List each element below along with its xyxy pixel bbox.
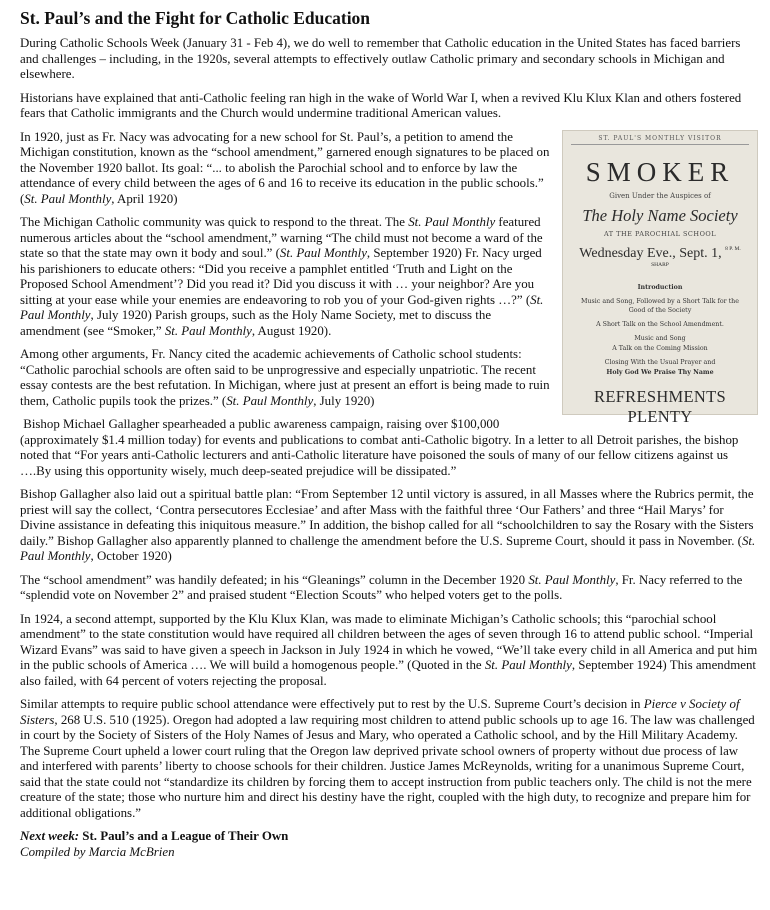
p7-a: Bishop Gallagher also laid out a spiritual battle plan: “From September 12 until victory is assured, in all Masses where the Rubrics permit, the priest will say the collect, ‘Contra persecutores Ecclesiae’ and after Mass with the faithful three ‘Our Fathers’ and three “Hail Marys’ for Divine assistance in defeating this iniquitous measure.” In addition, the bishop called for all “schoolchildren to say the Rosary with the Sisters daily.” Bishop Gallagher also apparently planned to challenge the amendment before the U.S. Supreme Court, should it pass in November. ( xyxy=(20,487,754,548)
p4-b: featured numerous articles about the “school amendment,” warning “The child must not become a ward of the state so that the state may own it body and soul.” ( xyxy=(20,215,543,261)
p3-citation: St. Paul Monthly xyxy=(24,191,112,206)
p10-a: Similar attempts to require public school attendance were effectively put to rest by the U.S. Supreme Court’s decision in xyxy=(20,697,644,712)
p8-b: , Fr. Nacy referred to the “splendid vote on November 2” and praised student “Election Scouts” who helped voters get to the polls. xyxy=(20,572,743,603)
ad-header: ST. PAUL'S MONTHLY VISITOR xyxy=(571,135,749,145)
p3-end: , April 1920) xyxy=(111,191,178,206)
ad-date-text: Wednesday Eve., Sept. 1, xyxy=(579,245,722,261)
next-week-label: Next week: xyxy=(20,829,80,844)
ad-line-4: A Talk on the Coming Mission xyxy=(612,344,708,352)
article-title: St. Paul’s and the Fight for Catholic Education xyxy=(20,8,371,28)
p8-a: The “school amendment” was handily defeated; in his “Gleanings” column in the December 1920 xyxy=(20,572,529,587)
ad-intro: Introduction xyxy=(637,283,683,291)
p4-i3: St. Paul Monthly xyxy=(20,292,544,323)
ad-line-6: Holy God We Praise Thy Name xyxy=(606,368,714,376)
paragraph-defeat xyxy=(20,573,758,604)
paragraph-battle-plan xyxy=(20,487,758,565)
ad-time-b: SHARP xyxy=(651,261,669,268)
ad-auspices: Given Under the Auspices of xyxy=(609,191,711,200)
paragraph-bishop-campaign: Bishop Michael Gallagher spearheaded a public awareness campaign, raising over $100,000 (approximately $1.4 million today) for events and publications to combat anti-Catholic bigotry. In a letter to all Detroit parishes, the bishop noted that “For years anti-Catholic lecturers and anti-Catholic literature have poisoned the souls of many of our fellow citizens against us ….By using this opportunity wisely, much deep-seated prejudice will be dissipated.” xyxy=(20,417,742,478)
paragraph-historians: Historians have explained that anti-Catholic feeling ran high in the wake of World War I, when a revived Klu Klux Klan and others fostered fears that Catholic immigrants and the Church would undermine traditional American values. xyxy=(20,90,742,121)
smoker-advertisement-image xyxy=(562,130,758,426)
p5-i: St. Paul Monthly xyxy=(226,393,314,408)
paragraph-intro: During Catholic Schools Week (January 31 - Feb 4), we do well to remember that Catholic education in the United States has faced barriers and challenges – including, in the 1920s, several attempts to effectively outlaw Catholic primary and secondary schools in Michigan and elsewhere. xyxy=(20,36,741,82)
byline: Compiled by Marcia McBrien xyxy=(20,844,175,859)
p4-i4: St. Paul Monthly xyxy=(164,323,252,338)
p9-b: , September 1924) This amendment also failed, with 64 percent of voters rejecting the proposal. xyxy=(20,658,756,688)
next-week-teaser xyxy=(20,829,758,845)
p4-d: , July 1920) Parish groups, such as the Holy Name Society, met to discuss the amendment (see “Smoker,” xyxy=(20,308,492,338)
p5-a: Among other arguments, Fr. Nancy cited the academic achievements of Catholic school students: “Catholic parochial schools are often said to be unprogressive and especially unpatriotic. The recent essay contests are the best refutation. In Michigan, where just at present an effort is being made to ruin them, Catholic pupils took the prizes.” ( xyxy=(20,347,550,408)
p4-a: The Michigan Catholic community was quick to respond to the threat. The xyxy=(20,215,409,230)
p4-c: , September 1920) Fr. Nacy urged his parishioners to educate others: “Did you receive a pamphlet entitled ‘Truth and Light on the Proposed School Amendment’? Did you read it? Did you discuss it with … your neighbor? Are you sitting at your ease while your enemies are endeavoring to rob you of your God-given rights …?” ( xyxy=(20,246,542,307)
ad-society: The Holy Name Society xyxy=(582,205,738,225)
p10-b: , 268 U.S. 510 (1925). Oregon had adopted a law requiring most children to attend public schools up to age 16. The law was challenged in court by the Society of Sisters of the Holy Names of Jesus and Mary, who operated a Catholic school, and by the Hill Military Academy. The Supreme Court upheld a lower court ruling that the Oregon law deprived private school owners of property without due process of law and interfered with parents’ liberty to choose schools for their children. Justice James McReynolds, writing for a unanimous Supreme Court, said that the state could not “standardize its children by forcing them to accept instruction from public teachers only. The child is not the mere creature of the state; those who nurture him and direct his destiny have the right, coupled with the high duty, to recognize and prepare him for additional obligations.” xyxy=(20,712,755,820)
ad-date xyxy=(563,246,757,278)
p4-e: , August 1920). xyxy=(251,323,332,338)
ad-venue: AT THE PAROCHIAL SCHOOL xyxy=(603,229,717,238)
ad-title: SMOKER xyxy=(585,156,735,187)
p5-b: , July 1920) xyxy=(313,393,375,408)
paragraph-supreme-court xyxy=(20,697,758,821)
next-week-title: St. Paul’s and a League of Their Own xyxy=(79,829,289,844)
ad-line-3: Music and Song xyxy=(634,334,686,342)
ad-line-1: Music and Song, Followed by a Short Talk for the Good of the Society xyxy=(581,297,739,314)
p9-a: In 1924, a second attempt, supported by the Klu Klux Klan, was made to eliminate Michigan’s Catholic schools; this “parochial school amendment” to the state constitution would have required all children between the ages of seven through 16 to attend public school. “Imperial Wizard Evans” was said to have given a speech in Jackson in July 1924 in which he vowed, “We’ll take every child in all America and put him in the public schools of America …. We will build a homogenous people.” (Quoted in the xyxy=(20,611,758,673)
p4-i2: St. Paul Monthly xyxy=(279,246,367,261)
p7-b: , October 1920) xyxy=(90,549,172,564)
p9-i: St. Paul Monthly xyxy=(484,658,572,673)
ad-line-5: Closing With the Usual Prayer and xyxy=(604,358,716,366)
ad-time-a: 8 P. M. xyxy=(725,245,741,252)
p8-i: St. Paul Monthly xyxy=(528,572,616,587)
p10-i: Pierce v Society of Sisters xyxy=(20,697,740,727)
p4-i1: St. Paul Monthly xyxy=(408,215,496,230)
p7-i: St. Paul Monthly xyxy=(20,533,756,564)
ad-footer: REFRESHMENTS PLENTY xyxy=(594,386,726,426)
paragraph-1924-attempt xyxy=(20,612,758,690)
ad-line-2: A Short Talk on the School Amendment. xyxy=(596,320,724,328)
p3-text: In 1920, just as Fr. Nacy was advocating for a new school for St. Paul’s, a petition to amend the Michigan constitution, known as the “school amendment,” garnered enough signatures to be placed on the November 1920 ballot. Its goal: “... to abolish the Parochial school and to enforce by law the attendance of every child between the ages of 6 and 16 to receive its education in the public schools.” ( xyxy=(20,129,550,206)
